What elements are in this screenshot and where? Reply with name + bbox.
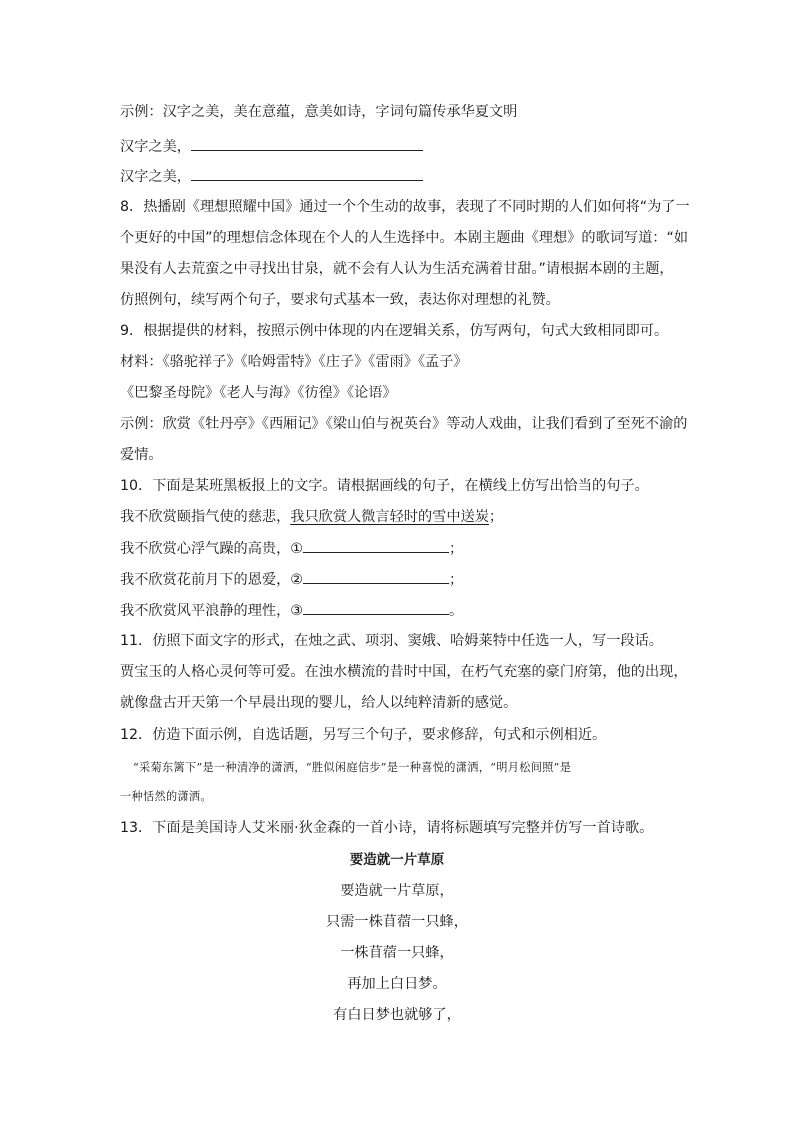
q10-blank-number: ② <box>290 572 303 588</box>
q7-prefix-2: 汉字之美， <box>120 169 191 185</box>
q10-blank-prefix: 我不欣赏花前月下的恩爱， <box>120 572 291 588</box>
q10-blank-end: ； <box>449 541 464 557</box>
q10-given-plain: 我不欣赏颐指气使的慈悲， <box>120 509 291 525</box>
q10-blank-prefix: 我不欣赏风平浪静的理性， <box>120 603 291 619</box>
q10-blank-line-3 <box>120 600 463 621</box>
q12-quote-1: “采菊东篱下”是一种清净的潇洒，“胜似闲庭信步”是一种喜悦的潇洒，“明月松间照”是 <box>133 761 572 774</box>
q10-blank-line-1 <box>120 538 463 559</box>
answer-blank[interactable] <box>191 136 423 151</box>
q7-answer-line-2 <box>120 166 423 187</box>
q10-blank-number: ③ <box>290 603 303 619</box>
q8-line-1: 8．热播剧《理想照耀中国》通过一个个生动的故事，表现了不同时期的人们如何将“为了一 <box>120 199 690 215</box>
q10-line-1: 10．下面是某班黑板报上的文字。请根据画线的句子，在横线上仿写出恰当的句子。 <box>120 478 649 494</box>
q10-blank-number: ① <box>290 541 303 557</box>
q9-example-1: 示例：欣赏《牡丹亭》《西厢记》《梁山伯与祝英台》等动人戏曲，让我们看到了至死不渝的 <box>120 416 688 432</box>
poem-line: 要造就一片草原， <box>340 883 454 899</box>
poem-title: 要造就一片草原 <box>349 852 445 868</box>
poem-line: 再加上白日梦。 <box>347 976 447 992</box>
q8-line-4: 仿照例句，续写两个句子，要求句式基本一致，表达你对理想的礼赞。 <box>120 292 560 308</box>
q11-line-2: 贾宝玉的人格心灵何等可爱。在浊水横流的昔时中国，在朽气充塞的豪门府第，他的出现， <box>120 664 688 680</box>
q12-line-1: 12．仿造下面示例，自选话题，另写三个句子，要求修辞，句式和示例相近。 <box>120 727 607 743</box>
q9-material-2: 《巴黎圣母院》《老人与海》《彷徨》《论语》 <box>120 385 397 401</box>
q11-line-1: 11．仿照下面文字的形式，在烛之武、项羽、窦娥、哈姆莱特中任选一人，写一段话。 <box>120 633 663 649</box>
q9-line-1: 9．根据提供的材料，按照示例中体现的内在逻辑关系，仿写两句，句式大致相同即可。 <box>120 323 669 339</box>
poem-line: 有白日梦也就够了， <box>333 1007 461 1023</box>
q7-prefix-1: 汉字之美， <box>120 139 191 155</box>
poem-line: 一株苜蓿一只蜂， <box>340 945 454 961</box>
q12-quote-2: 一种恬然的潇洒。 <box>120 790 212 803</box>
q7-answer-line-1 <box>120 136 423 157</box>
q10-given-underlined: 我只欣赏人微言轻时的雪中送炭 <box>290 509 489 525</box>
answer-blank[interactable] <box>303 569 449 584</box>
answer-blank[interactable] <box>191 166 423 181</box>
q13-line-1: 13．下面是美国诗人艾米丽·狄金森的一首小诗，请将标题填写完整并仿写一首诗歌。 <box>120 820 654 836</box>
q10-blank-end: ； <box>449 572 464 588</box>
q9-example-2: 爱情。 <box>120 447 163 463</box>
answer-blank[interactable] <box>303 538 449 553</box>
q10-blank-line-2 <box>120 569 463 590</box>
answer-blank[interactable] <box>303 600 449 615</box>
q10-given <box>120 507 503 527</box>
q8-line-2: 个更好的中国”的理想信念体现在个人的人生选择中。本剧主题曲《理想》的歌词写道：“如 <box>120 230 689 246</box>
q9-material-1: 材料：《骆驼祥子》《哈姆雷特》《庄子》《雷雨》《孟子》 <box>120 354 468 370</box>
q8-line-3: 果没有人去荒蛮之中寻找出甘泉，就不会有人认为生活充满着甘甜。”请根据本剧的主题， <box>120 261 674 277</box>
q7-example: 示例：汉字之美，美在意蕴，意美如诗，字词句篇传承华夏文明 <box>120 104 518 120</box>
poem-line: 只需一株苜蓿一只蜂， <box>326 914 468 930</box>
q10-blank-prefix: 我不欣赏心浮气躁的高贵， <box>120 541 291 557</box>
q10-given-end: ； <box>488 509 504 525</box>
q11-line-3: 就像盘古开天第一个早晨出现的婴儿，给人以纯粹清新的感觉。 <box>120 695 518 711</box>
q10-blank-end: 。 <box>449 603 464 619</box>
